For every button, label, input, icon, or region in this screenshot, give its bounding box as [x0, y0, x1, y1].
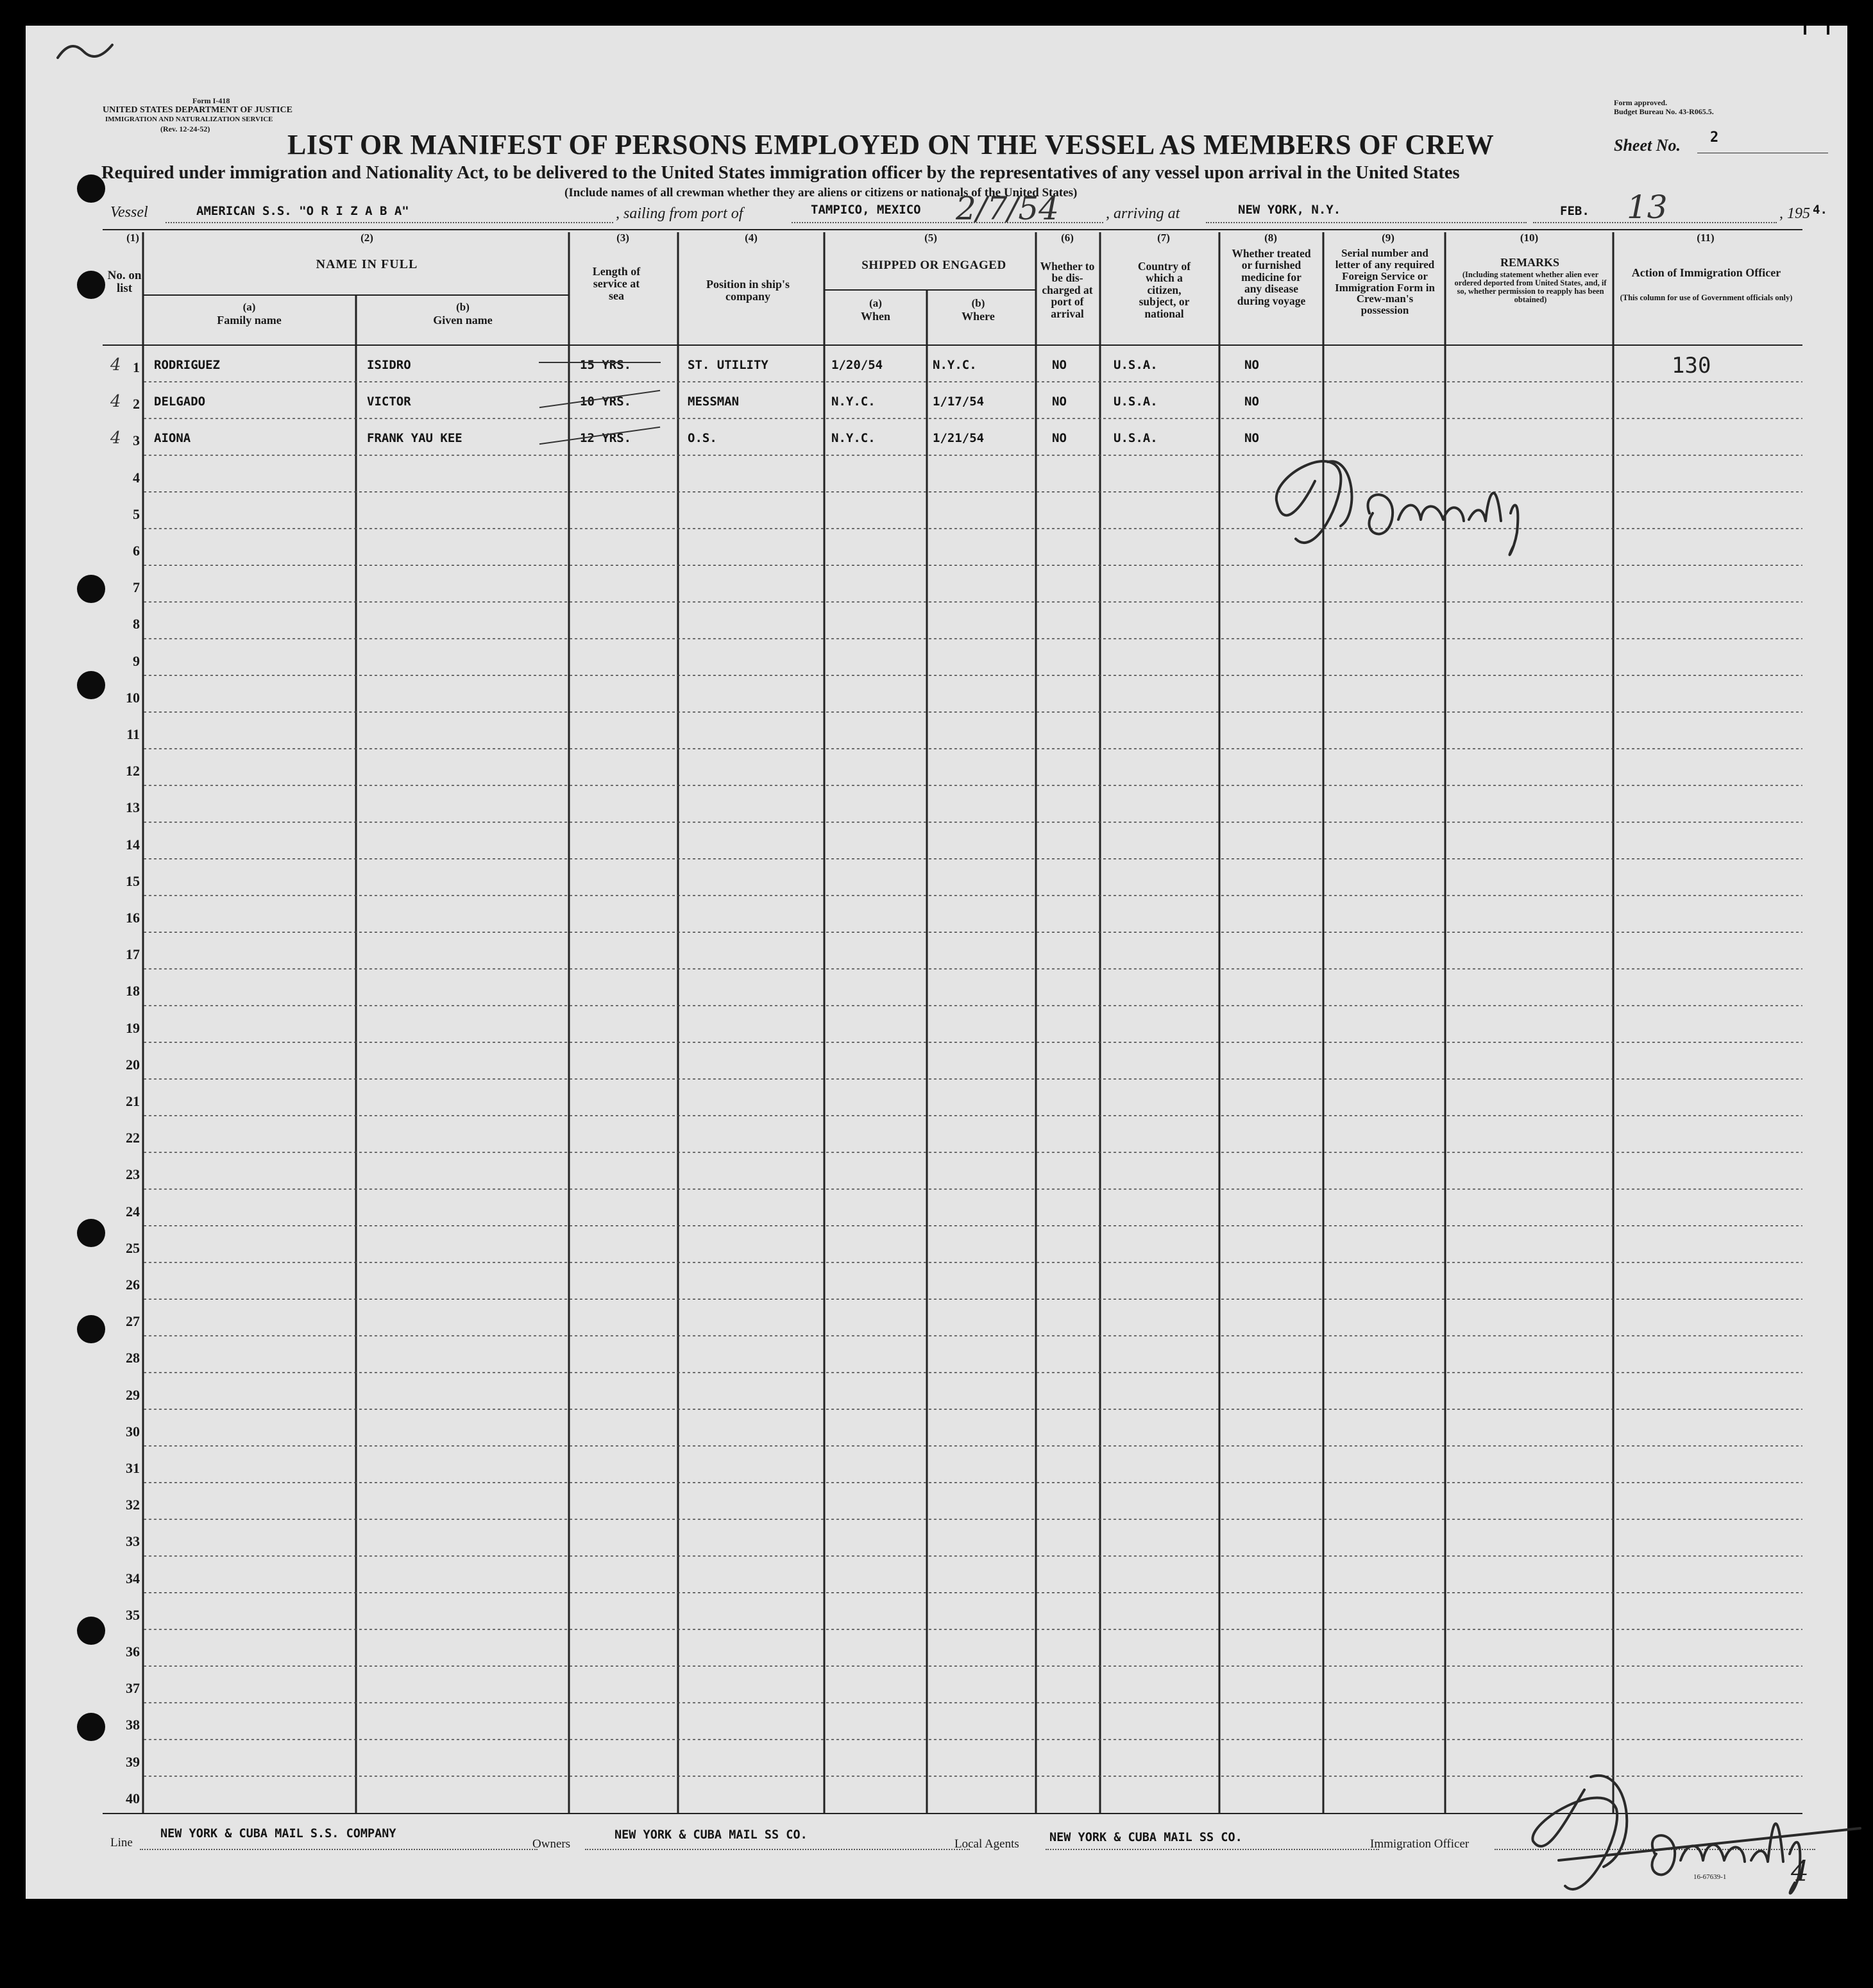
header-position: Position in ship's company [706, 278, 790, 303]
row-number: 34 [126, 1570, 140, 1586]
shipped-where-cell: 1/17/54 [933, 395, 985, 409]
row-number: 2 [133, 396, 140, 412]
owners-dotted [585, 1849, 970, 1850]
medicine-cell: NO [1244, 358, 1259, 372]
row-number: 36 [126, 1644, 140, 1660]
row-number: 12 [126, 763, 140, 779]
header-country: Country of which a citizen, subject, or national [1137, 260, 1191, 320]
row-number: 3 [133, 432, 140, 449]
col-num-1: (1) [126, 232, 139, 244]
owners-label: Owners [532, 1837, 571, 1851]
given-name-cell: ISIDRO [367, 358, 411, 372]
row-number: 24 [126, 1203, 140, 1219]
officer-label: Immigration Officer [1370, 1837, 1470, 1851]
col-num-8: (8) [1264, 232, 1277, 244]
row-number: 28 [126, 1350, 140, 1366]
row-number: 17 [126, 946, 140, 963]
row-number: 10 [126, 689, 140, 706]
row-number: 38 [126, 1717, 140, 1733]
row-number: 5 [133, 505, 140, 522]
row-number: 39 [126, 1753, 140, 1770]
medicine-cell: NO [1244, 395, 1259, 409]
sailing-port: TAMPICO, MEXICO [811, 203, 921, 217]
row-number: 8 [133, 616, 140, 633]
row-number: 31 [126, 1460, 140, 1476]
row-number: 32 [126, 1497, 140, 1513]
form-approved: Form approved. [1614, 98, 1668, 107]
agents-dotted [1046, 1849, 1379, 1850]
row-number: 30 [126, 1423, 140, 1440]
row-number: 16 [126, 910, 140, 926]
line-dotted [140, 1849, 538, 1850]
header-shipped-or-engaged: SHIPPED OR ENGAGED [861, 259, 1006, 272]
col-num-9: (9) [1382, 232, 1394, 244]
col-num-6: (6) [1061, 232, 1074, 244]
row-number: 29 [126, 1386, 140, 1403]
header-given-name: Given name [433, 314, 493, 327]
row-number: 22 [126, 1130, 140, 1146]
header-length-of-service: Length of service at sea [592, 265, 641, 302]
form-note: (Include names of all crewman whether they are aliens or citizens or nationals of the United States) [564, 186, 1078, 200]
discharged-cell: NO [1052, 395, 1067, 409]
col-num-7: (7) [1157, 232, 1170, 244]
row-number: 35 [126, 1606, 140, 1623]
sailing-label: , sailing from port of [616, 205, 743, 222]
position-cell: O.S. [688, 431, 717, 446]
row-number: 9 [133, 652, 140, 669]
form-number: Form I-418 [192, 96, 230, 105]
row-number: 14 [126, 836, 140, 853]
header-family-name: Family name [217, 314, 282, 327]
row-check-mark: 4 [110, 429, 121, 448]
vessel-name: AMERICAN S.S. "O R I Z A B A" [196, 204, 409, 218]
agency-service: IMMIGRATION AND NATURALIZATION SERVICE [105, 115, 273, 123]
row-check-mark: 4 [110, 355, 121, 375]
col-num-4: (4) [745, 232, 758, 244]
row-number: 18 [126, 983, 140, 999]
country-cell: U.S.A. [1114, 431, 1158, 446]
col-num-11: (11) [1697, 232, 1715, 244]
row-number: 19 [126, 1019, 140, 1036]
vessel-label: Vessel [110, 204, 148, 221]
form-subtitle: Required under immigration and Nationality Act, to be delivered to the United States immigration officer by the representatives of any vessel upon arrival in the United States [101, 163, 1460, 183]
row-number: 33 [126, 1533, 140, 1550]
arrival-day-handwritten: 13 [1627, 189, 1668, 226]
row-number: 13 [126, 799, 140, 816]
given-name-cell: VICTOR [367, 395, 411, 409]
position-cell: ST. UTILITY [688, 358, 768, 372]
header-medicine: Whether treated or furnished medicine for any disease during voyage [1232, 247, 1311, 307]
agents-value: NEW YORK & CUBA MAIL SS CO. [1049, 1831, 1242, 1844]
family-name-cell: DELGADO [154, 395, 206, 409]
header-when: When [860, 310, 890, 323]
sail-date-handwritten: 2/7/54 [956, 190, 1059, 227]
header-discharged: Whether to be dis-charged at port of arrival [1040, 260, 1095, 320]
shipped-when-cell: N.Y.C. [831, 431, 876, 446]
arrival-year: 4. [1813, 203, 1827, 217]
service-length-cell: 12 YRS. [580, 431, 632, 446]
row-number: 40 [126, 1790, 140, 1806]
form-title: LIST OR MANIFEST OF PERSONS EMPLOYED ON THE VESSEL AS MEMBERS OF CREW [287, 129, 1495, 160]
inspector-signature [1257, 436, 1565, 571]
shipped-when-cell: N.Y.C. [831, 395, 876, 409]
corner-handwritten-mark: 4 [1791, 1855, 1809, 1888]
header-remarks: REMARKS [1500, 256, 1559, 269]
service-length-cell: 10 YRS. [580, 395, 632, 409]
service-length-cell: 15 YRS. [580, 358, 632, 372]
header-action-officer: Action of Immigration Officer [1631, 266, 1781, 279]
arriving-port: NEW YORK, N.Y. [1238, 203, 1341, 217]
manifest-sheet [26, 26, 1847, 1899]
immigration-officer-signature [1488, 1758, 1873, 1905]
family-name-cell: RODRIGUEZ [154, 358, 220, 372]
footer-code: 16-67639-1 [1693, 1873, 1727, 1881]
owners-value: NEW YORK & CUBA MAIL SS CO. [614, 1828, 808, 1842]
row-check-mark: 4 [110, 392, 121, 412]
row-number: 26 [126, 1277, 140, 1293]
form-revision: (Rev. 12-24-52) [160, 124, 210, 133]
row-number: 37 [126, 1680, 140, 1697]
position-cell: MESSMAN [688, 395, 740, 409]
col-num-2: (2) [360, 232, 373, 244]
line-label: Line [110, 1836, 133, 1849]
manifest-grid [26, 26, 1847, 1899]
header-no-on-list: No. on list [107, 269, 142, 295]
shipped-where-cell: 1/21/54 [933, 431, 985, 446]
header-when-num: (a) [869, 297, 882, 309]
agency-name: UNITED STATES DEPARTMENT OF JUSTICE [103, 105, 292, 115]
row-number: 23 [126, 1166, 140, 1183]
header-serial-number: Serial number and letter of any required Foreign Service or Immigration Form in Crew-man's possession [1335, 247, 1435, 317]
row-number: 15 [126, 872, 140, 889]
discharged-cell: NO [1052, 358, 1067, 372]
row-number: 27 [126, 1313, 140, 1330]
discharged-cell: NO [1052, 431, 1067, 446]
row-number: 1 [133, 359, 140, 375]
header-name-in-full: NAME IN FULL [316, 257, 418, 271]
given-name-cell: FRANK YAU KEE [367, 431, 462, 446]
budget-bureau: Budget Bureau No. 43-R065.5. [1614, 107, 1714, 116]
row-number: 6 [133, 543, 140, 559]
row-number: 4 [133, 469, 140, 486]
arrival-month: FEB. [1560, 204, 1589, 218]
row-number: 25 [126, 1239, 140, 1256]
header-where-num: (b) [971, 297, 985, 309]
row-number: 7 [133, 579, 140, 596]
sheet-label: Sheet No. [1614, 136, 1681, 155]
col-num-5: (5) [924, 232, 937, 244]
year-label: , 195 [1779, 205, 1810, 222]
row-number: 20 [126, 1056, 140, 1073]
shipping-line: NEW YORK & CUBA MAIL S.S. COMPANY [160, 1827, 396, 1840]
medicine-cell: NO [1244, 431, 1259, 446]
col-num-10: (10) [1520, 232, 1539, 244]
arriving-label: , arriving at [1106, 205, 1180, 222]
header-remarks-note: (Including statement whether alien ever ordered deported from United States, and, if so, whether permission to reapply has been obtained) [1454, 270, 1607, 305]
col-num-3: (3) [616, 232, 629, 244]
header-family-num: (a) [242, 301, 256, 313]
row-number: 11 [126, 726, 140, 742]
shipped-when-cell: 1/20/54 [831, 358, 883, 372]
sheet-number: 2 [1710, 130, 1719, 146]
country-cell: U.S.A. [1114, 358, 1158, 372]
row-number: 21 [126, 1093, 140, 1109]
country-cell: U.S.A. [1114, 395, 1158, 409]
header-given-num: (b) [456, 301, 470, 313]
header-where: Where [962, 310, 995, 323]
header-action-note: (This column for use of Government officials only) [1620, 293, 1793, 302]
service-strike-mark [539, 362, 661, 363]
shipped-where-cell: N.Y.C. [933, 358, 977, 372]
family-name-cell: AIONA [154, 431, 191, 446]
agents-label: Local Agents [954, 1837, 1019, 1851]
action-officer-cell: 130 [1672, 353, 1711, 378]
